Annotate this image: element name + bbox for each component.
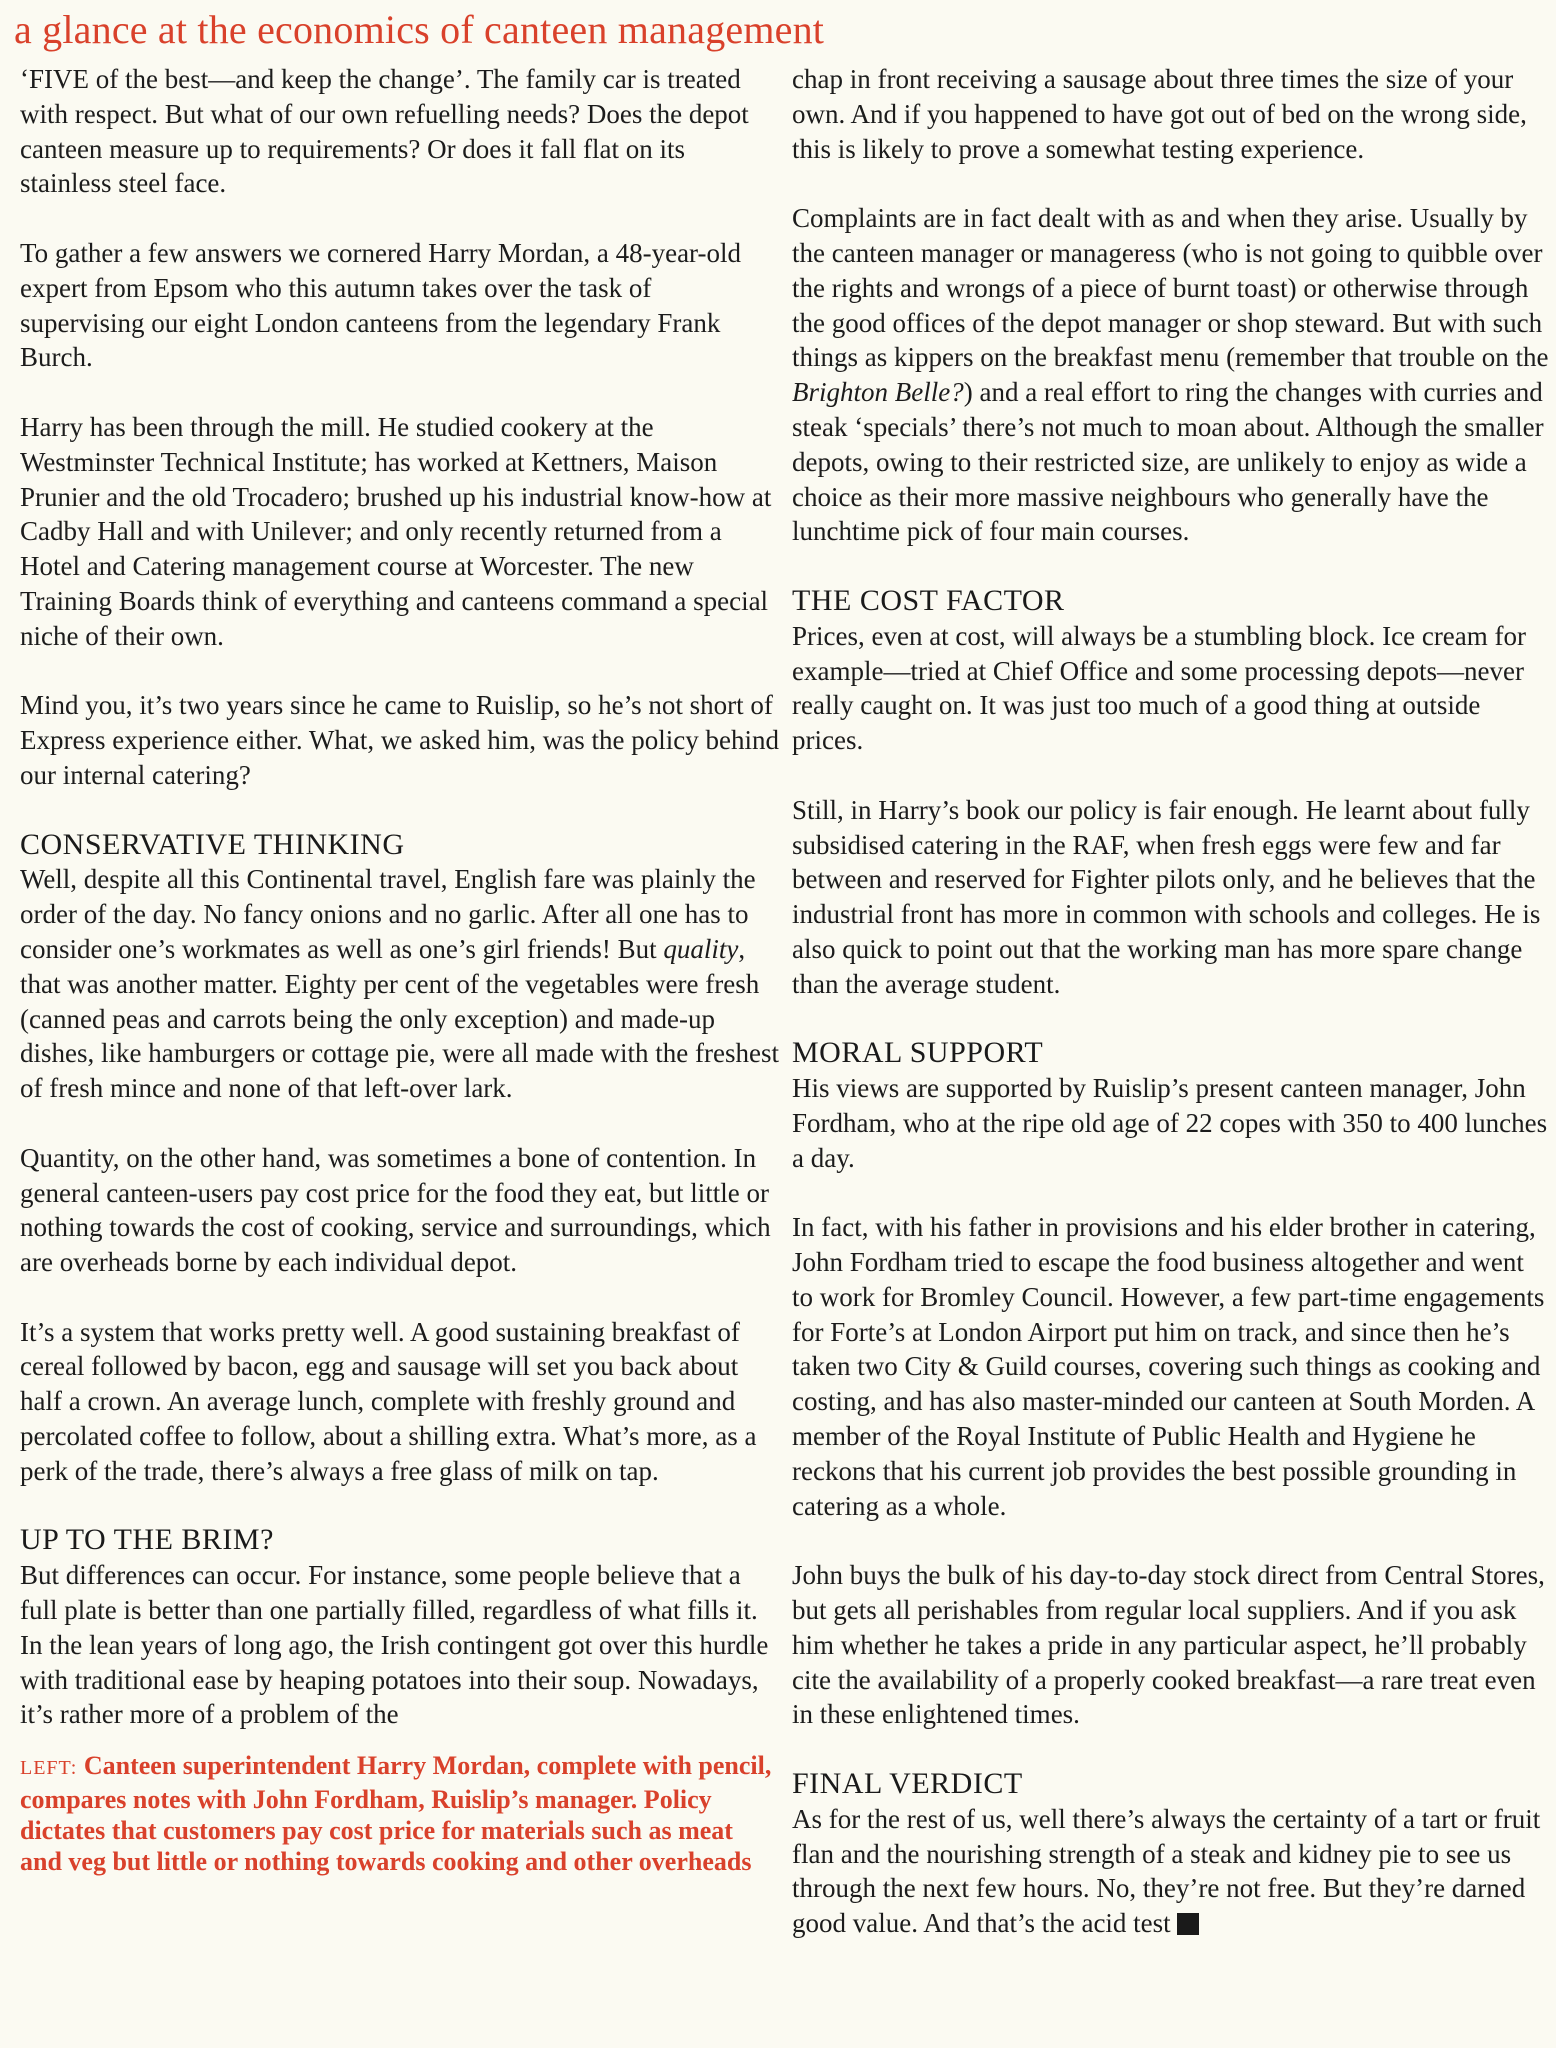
paragraph: Prices, even at cost, will always be a stumbling block. Ice cream for example—tried at Chief Office and some processing depots—never really caught on. It was just too much of a good thing at outside prices. [792,620,1527,756]
paragraph: In fact, with his father in provisions and his elder brother in catering, John Fordham tried to escape the food business altogether and went to work for Bromley Council. However, a few part-time engagements for Forte’s at London Airport put him on track, and since then he’s taken two City & Guild courses, covering such things as cooking and costing, and has also master-minded our canteen at South Morden. A member of the Royal Institute of Public Health and Hygiene he reckons that his current job provides the best possible grounding in catering as a whole. [792,1212,1545,1521]
section-heading-moral-support: MORAL SUPPORT [792,1036,1044,1070]
paragraph: John buys the bulk of his day-to-day stock direct from Central Stores, but gets all perishables from regular local suppliers. And if you ask him whether he takes a pride in any particular aspect, he’ll probably cite the availability of a properly cooked breakfast—a rare treat even in these enlightened times. [792,1560,1545,1730]
paragraph: chap in front receiving a sausage about three times the size of your own. And if you happened to have got out of bed on the wrong side, this is likely to prove a somewhat testing experience. [792,64,1527,164]
caption-text: Canteen superintendent Harry Mordan, complete with pencil, compares notes with John Fordham, Ruislip’s manager. Policy dictates that customers pay cost price for materials such as meat and veg but little or nothing towards cooking and other overheads [20,1751,772,1877]
paragraph: But differences can occur. For instance, some people believe that a full plate is better than one partially filled, regardless of what fills it. In the lean years of long ago, the Irish contingent got over this hurdle with traditional ease by heaping potatoes into their soup. Nowadays, it’s rather more of a problem of the [20,1560,769,1730]
text-run: , that was another matter. Eighty per cent of the vegetables were fresh (canned peas and carrots being the only exception) and made-up dishes, like hamburgers or cottage pie, were all made with the freshest of fresh mince and none of that left-over lark. [20,933,780,1104]
paragraph: His views are supported by Ruislip’s present canteen manager, John Fordham, who at the ripe old age of 22 copes with 350 to 400 lunches a day. [792,1073,1548,1173]
text-run: As for the rest of us, well there’s always the certainty of a tart or fruit flan and the nourishing strength of a steak and kidney pie to see us through the next few hours. No, they’re not free. But they’re darned good value. And that’s the acid test [792,1803,1541,1939]
paragraph: Mind you, it’s two years since he came to Ruislip, so he’s not short of Express experience either. What, we asked him, was the policy behind our internal catering? [20,690,780,790]
paragraph: Still, in Harry’s book our policy is fair enough. He learnt about fully subsidised catering in the RAF, when fresh eggs were few and far between and reserved for Fighter pilots only, and he believes that the industrial front has more in common with schools and colleges. He is also quick to point out that the working man has more spare change than the average student. [792,794,1541,999]
paragraph [20,862,780,1106]
paragraph [792,1802,1550,1941]
article-title: a glance at the economics of canteen management [14,7,825,52]
emphasis-brighton-belle: Brighton Belle? [792,377,964,408]
text-run: Complaints are in fact dealt with as and when they arise. Usually by the canteen manager or manageress (who is not going to quibble over the rights and wrongs of a piece of burnt toast) or otherwise through the good offices of the depot manager or shop steward. But with such things as kippers on the breakfast menu (remember that trouble on the [792,203,1549,373]
left-column [20,62,780,1877]
right-column [792,62,1550,1941]
paragraph: To gather a few answers we cornered Harry Mordan, a 48-year-old expert from Epsom who this autumn takes over the task of supervising our eight London canteens from the legendary Frank Burch. [20,237,741,373]
end-mark-icon [1177,1913,1199,1935]
section-heading-cost-factor: THE COST FACTOR [792,583,1065,617]
paragraph: It’s a system that works pretty well. A good sustaining breakfast of cereal followed by bacon, egg and sausage will set you back about half a crown. An average lunch, complete with freshly ground and percolated coffee to follow, about a shilling extra. What’s more, as a perk of the trade, there’s always a free glass of milk on tap. [20,1316,757,1486]
photo-caption [20,1750,780,1877]
paragraph [792,201,1550,549]
text-run: ) and a real effort to ring the changes with curries and steak ‘specials’ there’s not much to moan about. Although the smaller depots, owing to their restricted size, are unlikely to enjoy as wide a choice as their more massive neighbours who generally have the lunchtime pick of four main courses. [792,377,1544,547]
paragraph: ‘FIVE of the best—and keep the change’. The family car is treated with respect. But what of our own refuelling needs? Does the depot canteen measure up to requirements? Or does it fall flat on its stainless steel face. [20,64,749,199]
section-heading-up-to-the-brim: UP TO THE BRIM? [20,1523,274,1557]
paragraph: Harry has been through the mill. He studied cookery at the Westminster Technical Institute; has worked at Kettners, Maison Prunier and the old Trocadero; brushed up his industrial know-how at Cadby Hall and with Unilever; and only recently returned from a Hotel and Catering management course at Worcester. The new Training Boards think of everything and canteens command a special niche of their own. [20,411,772,651]
caption-label: LEFT: [20,1757,78,1780]
text-run: Well, despite all this Continental travel, English fare was plainly the order of the day. No fancy onions and no garlic. After all one has to consider one’s workmates as well as one’s girl friends! But [20,864,756,964]
section-heading-final-verdict: FINAL VERDICT [792,1767,1023,1801]
paragraph: Quantity, on the other hand, was sometimes a bone of contention. In general canteen-users pay cost price for the food they eat, but little or nothing towards the cost of cooking, service and surroundings, which are overheads borne by each individual depot. [20,1142,771,1278]
emphasis-quality: quality [663,933,739,964]
section-heading-conservative-thinking: CONSERVATIVE THINKING [20,827,405,861]
